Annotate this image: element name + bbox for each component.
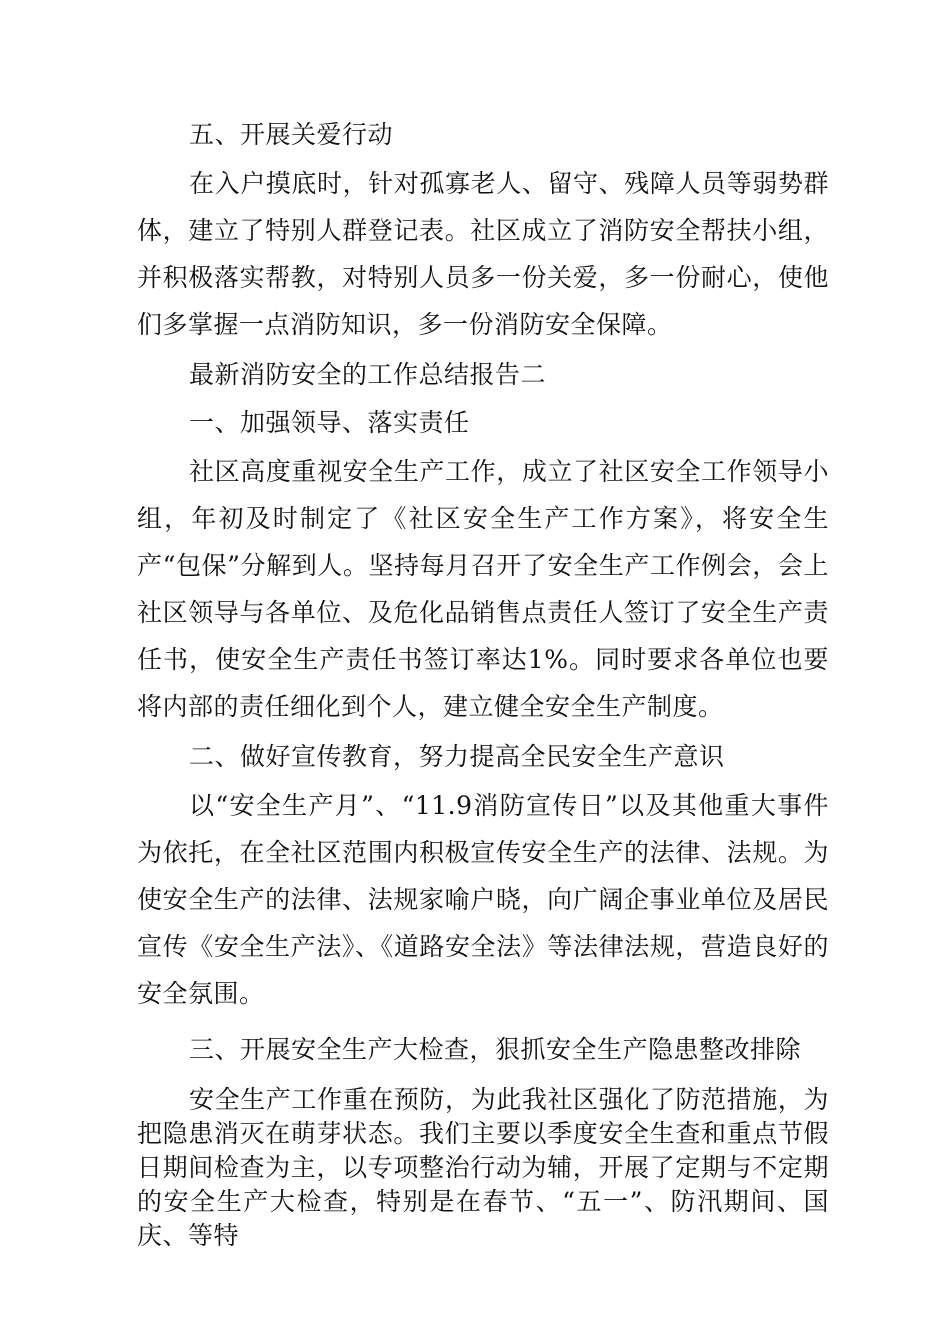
section-heading-publicity: 二、做好宣传教育，努力提高全民安全生产意识 (189, 742, 725, 771)
paragraph-care-action: 在入户摸底时，针对孤寡老人、留守、残障人员等弱势群体，建立了特别人群登记表。社区成立了消防安全帮扶小组，并积极落实帮教，对特别人员多一份关爱，多一份耐心，使他们多掌握一点消防知识，多一份消防安全保障。 (137, 169, 829, 339)
paragraph-publicity: 以“安全生产月”、“11.9消防宣传日”以及其他重大事件为依托，在全社区范围内积极宣传安全生产的法律、法规。为使安全生产的法律、法规家喻户晓，向广阔企事业单位及居民宣传《安全生产法》、《道路安全法》等法律法规，营造良好的安全氛围。 (137, 791, 829, 1008)
section-heading-leadership: 一、加强领导、落实责任 (189, 408, 470, 437)
report-title-two: 最新消防安全的工作总结报告二 (189, 360, 547, 389)
paragraph-leadership: 社区高度重视安全生产工作，成立了社区安全工作领导小组，年初及时制定了《社区安全生产工作方案》，将安全生产“包保”分解到人。坚持每月召开了安全生产工作例会，会上社区领导与各单位、及危化品销售点责任人签订了安全生产责任书，使安全生产责任书签订率达1%。同时要求各单位也要将内部的责任细化到个人，建立健全安全生产制度。 (137, 457, 829, 721)
section-heading-care-action: 五、开展关爱行动 (189, 120, 394, 149)
paragraph-inspection: 安全生产工作重在预防，为此我社区强化了防范措施，为把隐患消灭在萌芽状态。我们主要以季度安全生查和重点节假日期间检查为主，以专项整治行动为辅，开展了定期与不定期的安全生产大检查，特别是在春节、“五一”、防汛期间、国庆、等特 (137, 1085, 829, 1250)
document-page (137, 112, 829, 1256)
section-heading-inspection: 三、开展安全生产大检查，狠抓安全生产隐患整改排除 (189, 1035, 802, 1064)
